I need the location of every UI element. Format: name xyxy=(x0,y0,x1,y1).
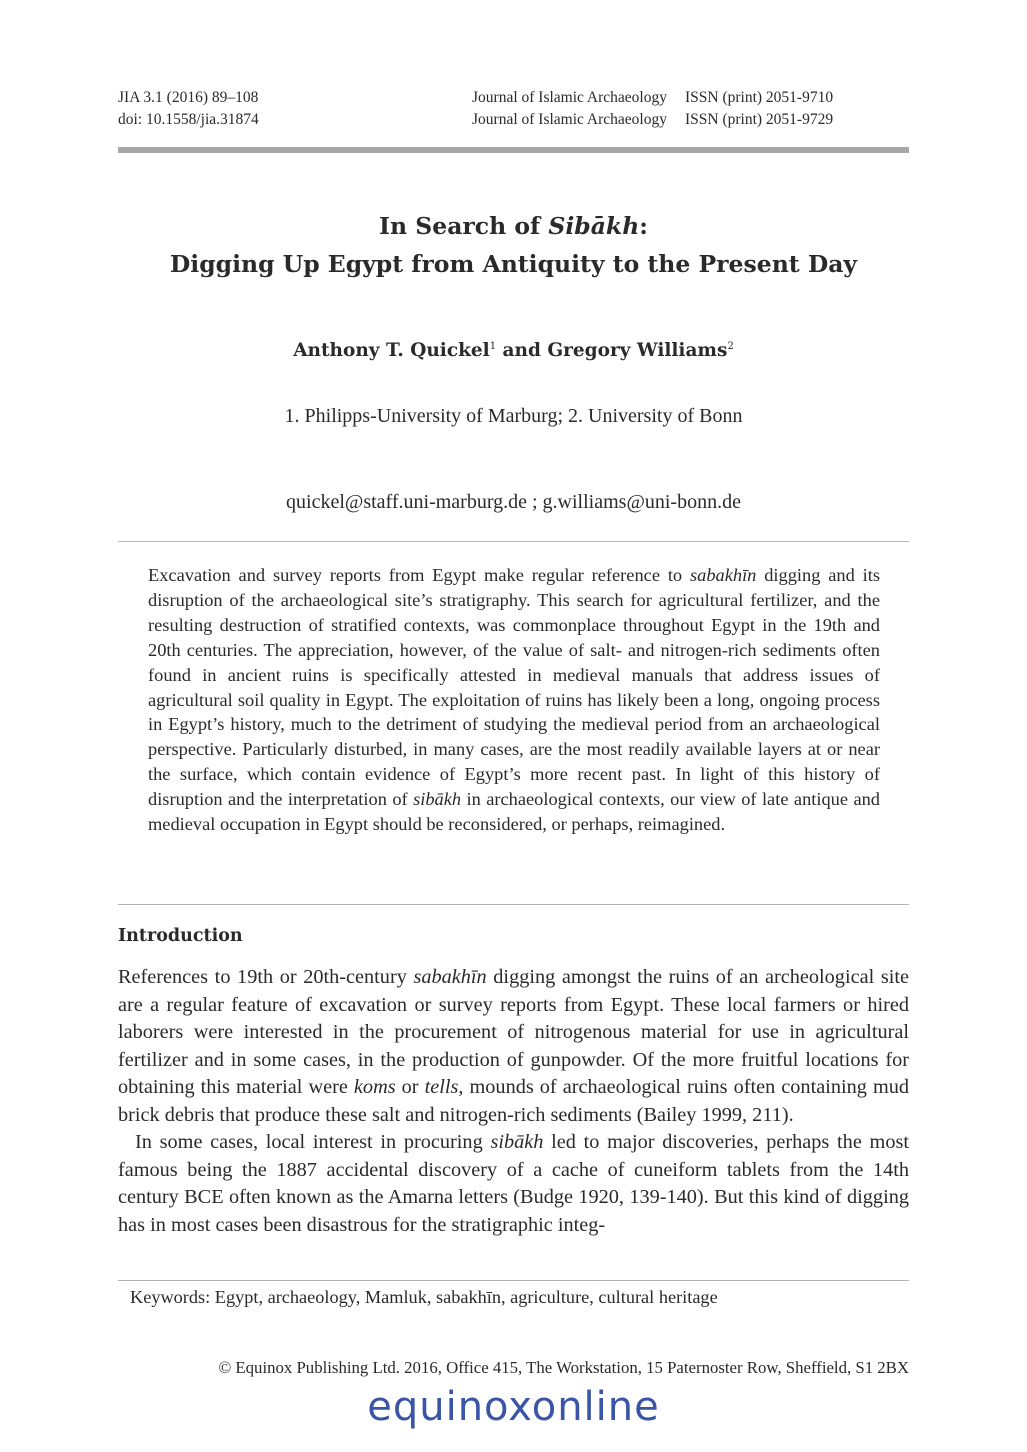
affiliations: 1. Philipps-University of Marburg; 2. University of Bonn xyxy=(284,405,743,427)
keywords: Keywords: Egypt, archaeology, Mamluk, sabakhīn, agriculture, cultural heritage xyxy=(130,1287,718,1307)
affiliation-marker: 2 xyxy=(727,340,734,352)
author-emails: quickel@staff.uni-marburg.de ; g.williams@uni-bonn.de xyxy=(286,491,741,513)
journal-name: Journal of Islamic Archaeology xyxy=(472,89,667,106)
citation-volume: JIA 3.1 (2016) 89–108 xyxy=(118,89,259,106)
title-line-1: In Search of Sibākh: xyxy=(379,212,648,240)
journal-block xyxy=(472,87,833,131)
abstract-bottom-rule xyxy=(118,904,909,905)
paragraph: References to 19th or 20th-century sabakhīn digging amongst the ruins of an archeological site are a regular feature of excavation or survey reports from Egypt. These local farmers or hired laborers were interested in the procurement of nitrogenous material for use in agricultural fertilizer and in some cases, in the production of gunpowder. Of the more fruitful locations for obtaining this material were koms or tells, mounds of archaeological ruins often containing mud brick debris that produce these salt and nitrogen-rich sediments (Bailey 1999, 211). xyxy=(118,966,909,1126)
article-title xyxy=(0,207,1027,283)
section-heading: Introduction xyxy=(118,926,243,946)
affiliation-marker: 1 xyxy=(489,340,497,352)
issn-print: ISSN (print) 2051-9710 xyxy=(684,89,834,106)
journal-name: Journal of Islamic Archaeology xyxy=(472,111,667,128)
publisher-logo: equinoxonline xyxy=(367,1384,660,1430)
paragraph: In some cases, local interest in procuring sibākh led to major discoveries, perhaps the most famous being the 1887 accidental discovery of a cache of cuneiform tablets from the 14th century BCE often known as the Amarna letters (Budge 1920, 139-140). But this kind of digging has in most cases been disastrous for the stratigraphic integ- xyxy=(118,1131,910,1236)
citation-doi: doi: 10.1558/jia.31874 xyxy=(118,111,259,128)
header-rule xyxy=(118,147,909,153)
title-line-2: Digging Up Egypt from Antiquity to the Present Day xyxy=(169,250,858,278)
author-name: Gregory Williams xyxy=(547,340,728,361)
abstract: Excavation and survey reports from Egypt make regular reference to sabakhīn digging and its disruption of the archaeological site’s stratigraphy. This search for agricultural fertilizer, and the resulting destruction of stratified contexts, was commonplace throughout Egypt in the 19th and 20th centuries. The appreciation, however, of the value of salt- and nitrogen-rich sediments often found in ancient ruins is specifically attested in medieval manuals that address issues of agricultural soil quality in Egypt. The exploitation of ruins has likely been a long, ongoing process in Egypt’s history, much to the detriment of studying the medieval period from an archaeological perspective. Particularly disturbed, in many cases, are the most readily available layers at or near the surface, which contain evidence of Egypt’s more recent past. In light of this history of disruption and the interpretation of sibākh in archaeological contexts, our view of late antique and medieval occupation in Egypt should be reconsidered, or perhaps, reimagined. xyxy=(148,565,880,835)
title-italic-term: Sibākh xyxy=(548,212,640,240)
keywords-rule xyxy=(118,1280,909,1281)
body-text xyxy=(118,964,909,1239)
copyright-notice: © Equinox Publishing Ltd. 2016, Office 415, The Workstation, 15 Paternoster Row, Sheffield, S1 2BX xyxy=(218,1358,909,1377)
citation-block xyxy=(118,87,259,131)
authors: Anthony T. Quickel$^1$ and Gregory Williams$^2$ xyxy=(293,340,734,361)
abstract-top-rule xyxy=(118,541,909,542)
issn-online: ISSN (print) 2051-9729 xyxy=(684,111,834,128)
author-name: Anthony T. Quickel xyxy=(293,340,490,361)
